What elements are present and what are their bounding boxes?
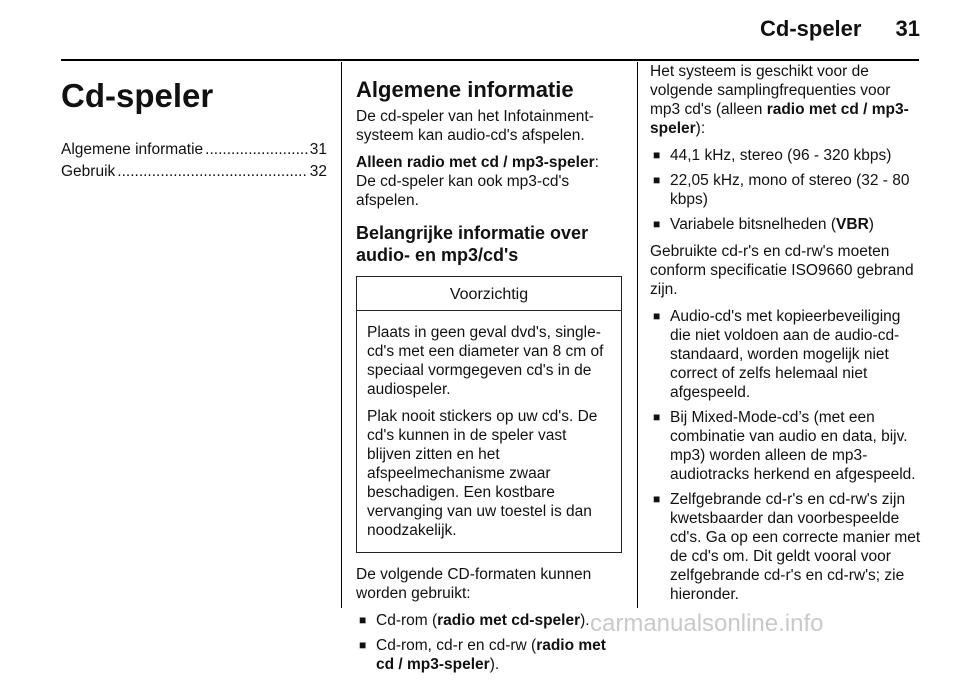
list-item-text: ). [489,656,500,673]
sampling-text: ): [695,120,706,137]
mp3-paragraph [356,153,622,210]
list-item: ■ Bij Mixed-Mode-cd’s (met een combinatie van audio en data, bijv. mp3) worden alleen de mp3-audiotracks herkend en afgespeeld. [650,408,922,484]
notes-list [650,307,922,604]
list-item-text: ). [580,612,590,629]
main-column [356,62,622,682]
header-rule [61,59,919,61]
column-divider-left [341,62,342,608]
intro-paragraph: De cd-speler van het Infotainment-systeem kan audio-cd's afspelen. [356,108,594,144]
list-item: ■ Zelfgebrande cd-r's en cd-rw's zijn kwetsbaarder dan voorbespeelde cd's. Ga op een correcte manier met de cd's om. Dit geldt vooral voor zelfgebrande cd-r's en cd-rw's; zie hieronder. [650,490,922,604]
sampling-list [650,146,922,234]
caution-body [357,311,621,552]
toc-entry-page: 31 [309,141,327,158]
section-heading: Algemene informatie [356,77,574,102]
caution-title: Voorzichtig [357,277,621,311]
toc-entry[interactable] [61,162,327,182]
formats-intro: De volgende CD-formaten kunnen worden gebruikt: [356,566,592,602]
iso-paragraph: Gebruikte cd-r's en cd-rw's moeten conform specificatie ISO9660 gebrand zijn. [650,243,914,298]
toc-entry-page: 32 [309,163,327,180]
caution-box [356,276,622,553]
toc-title: Cd-speler [61,77,214,114]
list-item [356,611,622,630]
vbr-label: VBR [836,216,869,233]
sampling-text: Het systeem is geschikt voor de volgende samplingfrequenties voor mp3 cd's (alleen [650,63,891,118]
toc-column [61,62,327,184]
watermark: carmanualsonline.info [590,610,824,637]
toc-entry[interactable] [61,140,327,160]
list-item: ■ Audio-cd's met kopieerbeveiliging die niet voldoen aan de audio-cd-standaard, worden mogelijk niet correct of zelfs helemaal niet afgespeeld. [650,307,922,402]
right-column [650,62,922,612]
formats-list [356,611,622,674]
caution-paragraph: Plak nooit stickers op uw cd's. De cd's kunnen in de speler vast blijven zitten en het afspeelmechanisme zwaar beschadigen. Een kostbare vervanging van uw toestel is dan noodzakelijk. [367,408,598,539]
list-item-condition: radio met cd / mp3-speler [376,637,606,673]
toc-entry-label: Gebruik [61,163,116,180]
subsection-heading: Belangrijke informatie over audio- en mp3/cd's [356,223,589,265]
sampling-paragraph [650,62,922,138]
list-item: ■ 44,1 kHz, stereo (96 - 320 kbps) [650,146,922,165]
toc-entry-label: Algemene informatie [61,141,204,158]
list-item: ■ 22,05 kHz, mono of stereo (32 - 80 kbps) [650,171,922,209]
list-item-text: ) [868,216,874,233]
mp3-condition: Alleen radio met cd / mp3-speler [356,154,595,171]
toc-leader-dots [205,140,308,160]
toc-leader-dots [117,162,307,182]
sampling-condition: radio met cd / mp3-speler [650,101,909,137]
page-number: 31 [895,16,920,41]
mp3-text: : De cd-speler kan ook mp3-cd's afspelen. [356,154,599,209]
list-item [650,215,922,234]
list-item-condition: radio met cd-speler [437,612,581,629]
caution-paragraph: Plaats in geen geval dvd's, single-cd's met een diameter van 8 cm of speciaal vormgegeven cd's in de audiospeler. [367,324,604,398]
list-item-text: Cd-rom ( [376,612,438,629]
list-item-text: Variabele bitsnelheden ( [670,216,837,233]
page-header-title: Cd-speler [760,16,862,41]
column-divider-right [637,62,638,608]
list-item-text: Cd-rom, cd-r en cd-rw ( [376,637,537,654]
